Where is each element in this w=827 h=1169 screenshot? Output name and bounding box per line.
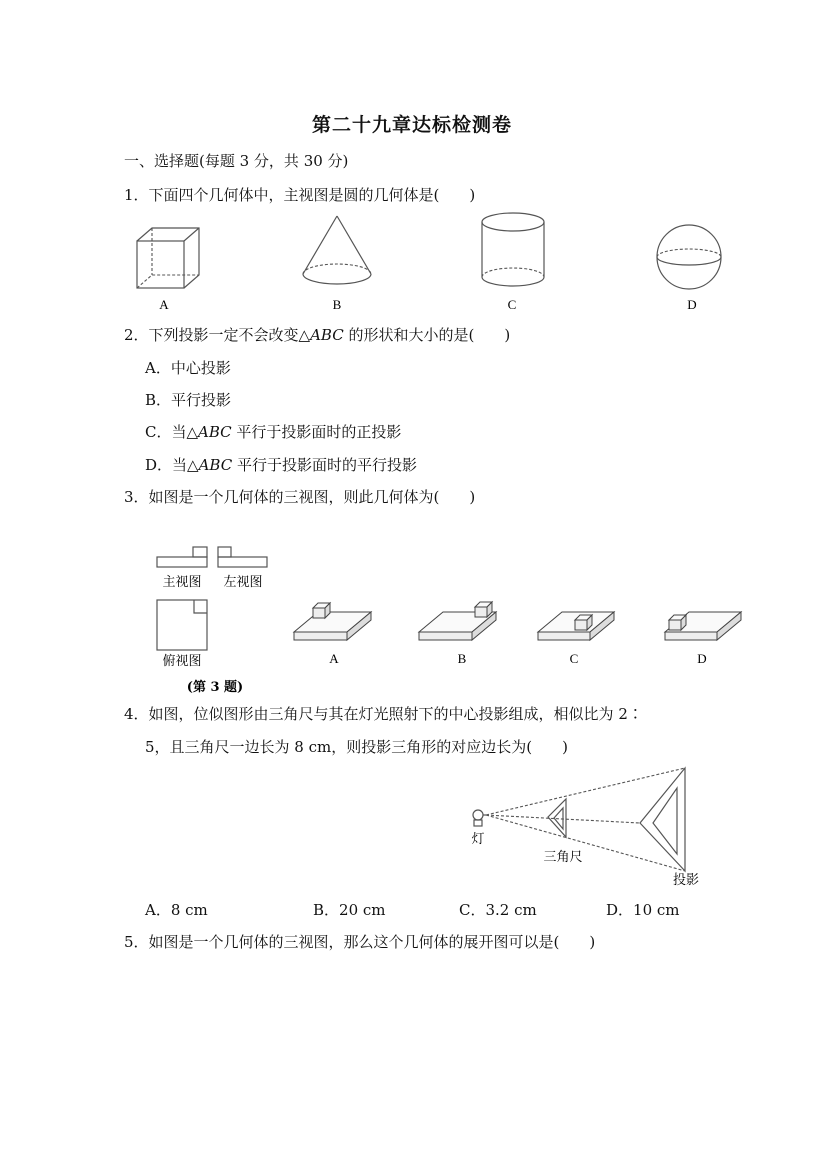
top-view-label: 俯视图 xyxy=(162,654,202,669)
q4-option-a: A．8 cm xyxy=(145,901,208,919)
q3-label-b: B xyxy=(457,651,467,666)
sphere-figure xyxy=(657,225,721,289)
question-4-line-2: 5，且三角尺一边长为 8 cm，则投影三角形的对应边长为( ) xyxy=(145,738,568,756)
q4-option-d: D．10 cm xyxy=(606,901,680,919)
q1-label-a: A xyxy=(159,297,169,312)
question-3-figures xyxy=(0,540,827,700)
question-2-stem: 2．下列投影一定不会改变△ABC 的形状和大小的是( ) xyxy=(124,326,511,344)
page-title: 第二十九章达标检测卷 xyxy=(312,114,513,136)
left-view-label: 左视图 xyxy=(223,575,263,590)
lamp-label: 灯 xyxy=(471,832,485,847)
solid-option-c xyxy=(538,612,614,640)
q4-option-b: B．20 cm xyxy=(313,901,386,919)
solid-option-a xyxy=(294,603,371,640)
q2-option-d: D．当△ABC 平行于投影面时的平行投影 xyxy=(145,456,417,474)
q3-label-c: C xyxy=(569,651,579,666)
q3-label-d: D xyxy=(697,651,707,666)
front-view xyxy=(157,547,207,567)
question-1-figures xyxy=(0,210,827,310)
lamp-icon xyxy=(473,810,486,826)
cylinder-figure xyxy=(482,213,544,286)
q1-label-c: C xyxy=(507,297,517,312)
q1-label-b: B xyxy=(332,297,342,312)
question-5-stem: 5．如图是一个几何体的三视图，那么这个几何体的展开图可以是( ) xyxy=(124,933,596,951)
left-view xyxy=(218,547,267,567)
solid-option-b xyxy=(419,602,496,640)
q2-option-c: C．当△ABC 平行于投影面时的正投影 xyxy=(145,423,402,441)
question-1-stem: 1．下面四个几何体中，主视图是圆的几何体是( ) xyxy=(124,186,476,204)
solid-option-d xyxy=(665,612,741,640)
ruler-label: 三角尺 xyxy=(543,850,583,865)
q3-label-a: A xyxy=(329,651,339,666)
q2-option-b: B．平行投影 xyxy=(145,391,232,409)
question-4-figure xyxy=(0,763,827,888)
question-4-line-1: 4．如图，位似图形由三角尺与其在灯光照射下的中心投影组成，相似比为 2∶ xyxy=(124,705,643,723)
q2-option-a: A．中心投影 xyxy=(145,359,231,377)
section-heading: 一、选择题(每题 3 分，共 30 分) xyxy=(124,152,349,170)
ruler-triangle xyxy=(548,799,566,837)
cube-figure xyxy=(137,228,199,288)
projection-label: 投影 xyxy=(672,873,700,888)
front-view-label: 主视图 xyxy=(162,575,202,590)
projection-triangle xyxy=(640,768,685,871)
top-view xyxy=(157,600,207,650)
figure-3-caption: (第 3 题) xyxy=(186,680,244,695)
q1-label-d: D xyxy=(687,297,697,312)
question-3-stem: 3．如图是一个几何体的三视图，则此几何体为( ) xyxy=(124,488,476,506)
q4-option-c: C．3.2 cm xyxy=(459,901,537,919)
cone-figure xyxy=(303,216,371,284)
